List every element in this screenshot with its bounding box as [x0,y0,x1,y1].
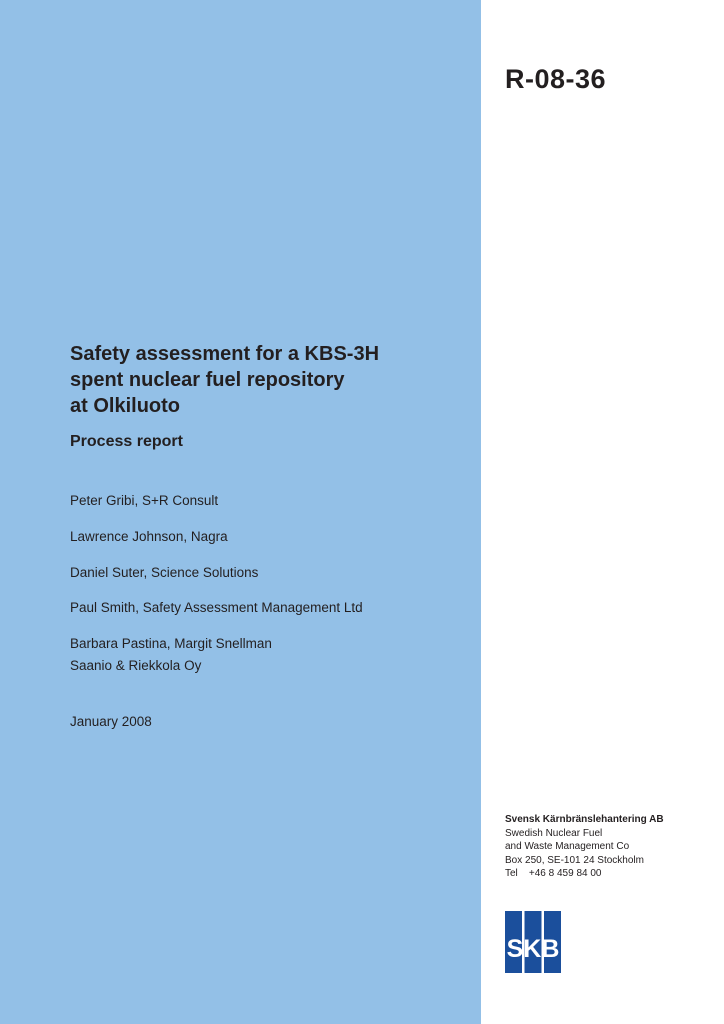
company-english-name: and Waste Management Co [505,841,630,852]
company-address: Box 250, SE-101 24 Stockholm [505,854,644,866]
title-line: Safety assessment for a KBS-3H [70,343,380,365]
publication-date: January 2008 [70,714,152,729]
author-entry [70,633,272,677]
report-number: R-08-36 [505,64,607,94]
logo-text: SKB [506,935,560,963]
title-line: spent nuclear fuel repository [70,369,345,391]
author-entry [70,597,363,619]
author-name: Paul Smith, Safety Assessment Management Ltd [70,600,363,615]
author-name: Barbara Pastina, Margit Snellman [70,636,272,651]
author-entry [70,526,228,548]
author-entry [70,490,218,512]
skb-logo [505,911,561,973]
company-phone: Tel +46 8 459 84 00 [505,868,602,879]
author-name: Lawrence Johnson, Nagra [70,529,228,544]
report-subtitle: Process report [70,433,183,450]
company-info [505,813,664,881]
author-name: Peter Gribi, S+R Consult [70,493,219,508]
author-entry [70,562,258,584]
author-affiliation: Saanio & Riekkola Oy [70,658,202,673]
company-name: Svensk Kärnbränslehantering AB [505,814,664,825]
report-title [70,341,470,419]
author-name: Daniel Suter, Science Solutions [70,565,259,580]
title-line: at Olkiluoto [70,395,180,417]
company-english-name: Swedish Nuclear Fuel [505,827,603,839]
